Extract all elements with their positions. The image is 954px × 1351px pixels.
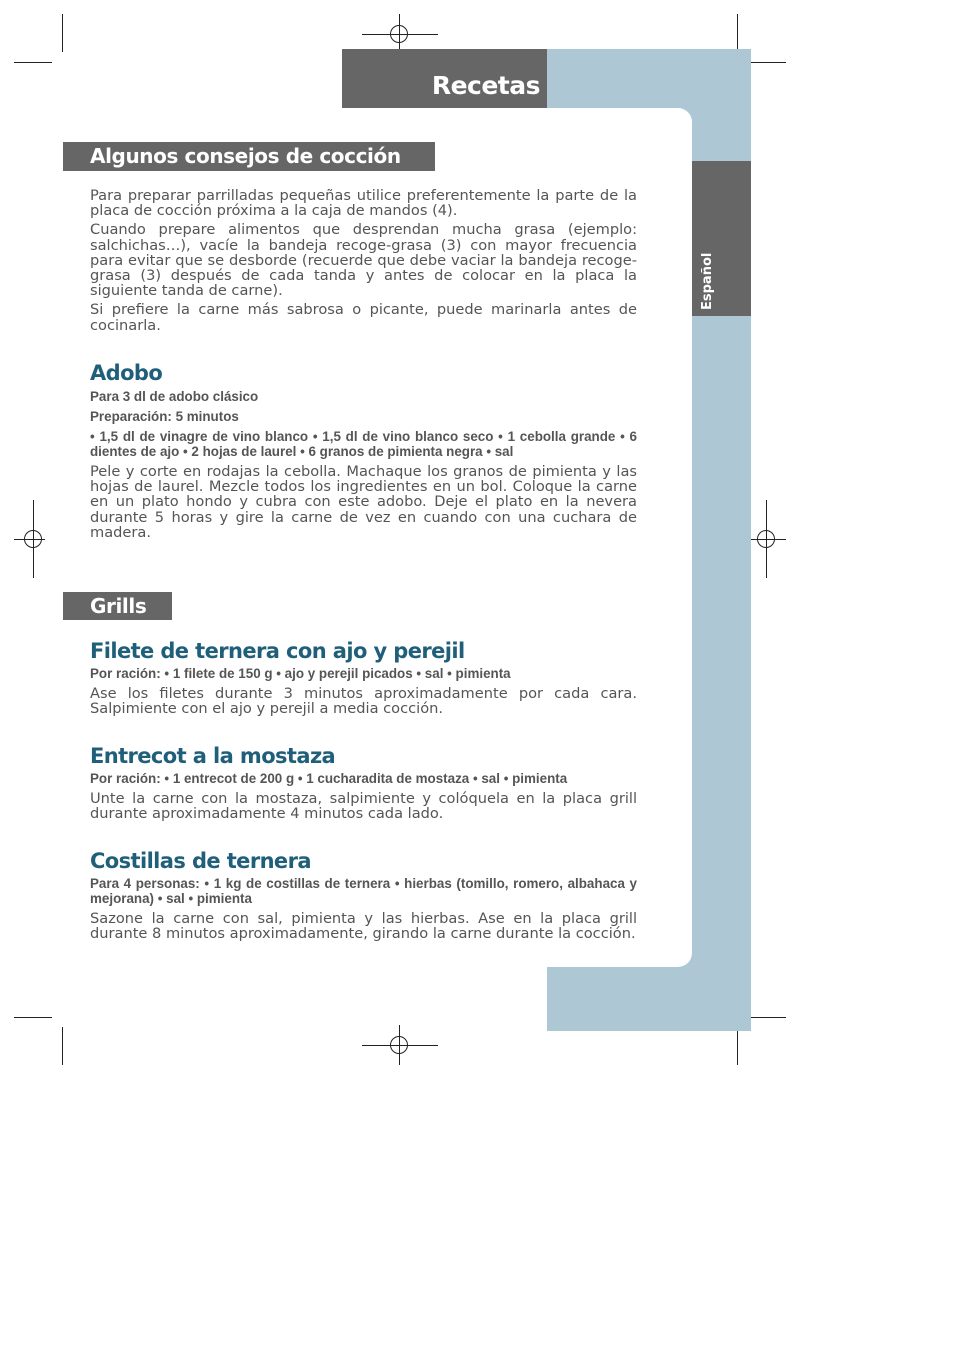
adobo-prep-time: Preparación: 5 minutos bbox=[90, 409, 239, 424]
adobo-ingredients: • 1,5 dl de vinagre de vino blanco • 1,5 dl de vino blanco seco • 1 cebolla grande • 6 dientes de ajo • 2 hojas de laurel • 6 granos de pimienta negra • sal bbox=[90, 429, 637, 459]
recipe-title-filete: Filete de ternera con ajo y perejil bbox=[90, 639, 465, 663]
recipe-title-entrecot: Entrecot a la mostaza bbox=[90, 744, 336, 768]
consejos-text bbox=[90, 188, 637, 333]
recipe-title-adobo: Adobo bbox=[90, 361, 163, 385]
recipe-instructions-costillas: Sazone la carne con sal, pimienta y las hierbas. Ase en la placa grill durante 8 minutos aproximadamente, girando la carne durante la cocción. bbox=[90, 910, 637, 943]
recipe-ingredients-filete: Por ración: • 1 filete de 150 g • ajo y perejil picados • sal • pimienta bbox=[90, 666, 511, 681]
consejos-paragraph: Cuando prepare alimentos que desprendan mucha grasa (ejemplo: salchichas…), vacíe la bandeja recoge-grasa (3) con mayor frecuencia para evitar que se desborde (recuerde que debe vaciar la bandeja recoge-grasa (3) después de cada tanda y antes de colocar en la placa la siguiente tanda de carne). bbox=[90, 221, 637, 300]
adobo-instructions: Pele y corte en rodajas la cebolla. Machaque los granos de pimienta y las hojas de laurel. Mezcle todos los ingredientes en un bol. Coloque la carne en un plato hondo y cubra con este adobo. Deje el plato en la nevera durante 5 horas y gire la carne de vez en cuando con una cuchara de madera. bbox=[90, 463, 637, 541]
adobo-quantity: Para 3 dl de adobo clásico bbox=[90, 389, 259, 404]
recipe-title-costillas: Costillas de ternera bbox=[90, 849, 311, 873]
recipe-ingredients-entrecot: Por ración: • 1 entrecot de 200 g • 1 cucharadita de mostaza • sal • pimienta bbox=[90, 771, 568, 786]
page-title: Recetas bbox=[431, 71, 540, 100]
language-text: Español bbox=[700, 252, 715, 310]
language-label bbox=[700, 238, 722, 313]
recipe-instructions-entrecot: Unte la carne con la mostaza, salpimiente y colóquela en la placa grill durante aproximadamente 4 minutos cada lado. bbox=[90, 790, 637, 823]
section-heading-grills: Grills bbox=[63, 592, 172, 620]
consejos-paragraph: Para preparar parrilladas pequeñas utilice preferentemente la parte de la placa de cocción próxima a la caja de mandos (4). bbox=[90, 187, 637, 220]
section-heading-consejos: Algunos consejos de cocción bbox=[63, 142, 435, 171]
recipe-ingredients-costillas: Para 4 personas: • 1 kg de costillas de ternera • hierbas (tomillo, romero, albahaca y mejorana) • sal • pimienta bbox=[90, 876, 637, 906]
recipe-instructions-filete: Ase los filetes durante 3 minutos aproximadamente por cada cara. Salpimiente con el ajo y perejil a media cocción. bbox=[90, 685, 637, 718]
consejos-paragraph: Si prefiere la carne más sabrosa o picante, puede marinarla antes de cocinarla. bbox=[90, 301, 637, 334]
